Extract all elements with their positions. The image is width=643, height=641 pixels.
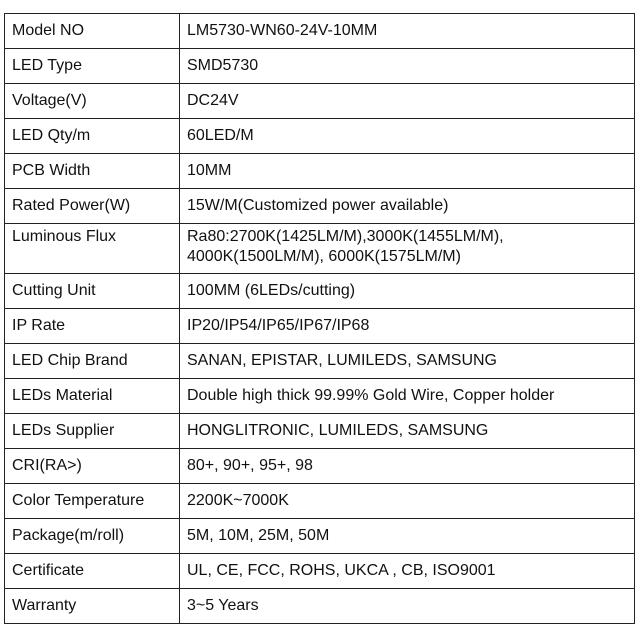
spec-value: [180, 84, 635, 119]
table-row: [5, 84, 635, 119]
spec-value-line: SANAN, EPISTAR, LUMILEDS, SAMSUNG: [187, 352, 497, 369]
spec-label: LED Chip Brand: [5, 344, 180, 379]
table-row: [5, 484, 635, 519]
table-row: [5, 274, 635, 309]
spec-table: [4, 13, 635, 624]
spec-label: PCB Width: [5, 154, 180, 189]
spec-value-line: Double high thick 99.99% Gold Wire, Copper holder: [187, 387, 555, 404]
spec-value: [180, 49, 635, 84]
spec-value: [180, 274, 635, 309]
spec-value: [180, 14, 635, 49]
table-row: [5, 309, 635, 344]
spec-value: [180, 379, 635, 414]
spec-label: Package(m/roll): [5, 519, 180, 554]
spec-label: LEDs Supplier: [5, 414, 180, 449]
spec-value: [180, 414, 635, 449]
spec-value-line: Ra80:2700K(1425LM/M),3000K(1455LM/M),: [187, 228, 504, 245]
spec-value: [180, 344, 635, 379]
spec-label: Voltage(V): [5, 84, 180, 119]
spec-value-line: 60LED/M: [187, 127, 254, 144]
spec-value-line: SMD5730: [187, 57, 259, 74]
table-row: [5, 589, 635, 624]
table-row: [5, 14, 635, 49]
spec-value: [180, 189, 635, 224]
spec-value: [180, 589, 635, 624]
spec-value-line: 10MM: [187, 162, 232, 179]
spec-label: LED Type: [5, 49, 180, 84]
spec-label: CRI(RA>): [5, 449, 180, 484]
spec-value-line: 100MM (6LEDs/cutting): [187, 282, 356, 299]
spec-value-line: IP20/IP54/IP65/IP67/IP68: [187, 317, 370, 334]
table-row: [5, 189, 635, 224]
spec-label: Color Temperature: [5, 484, 180, 519]
spec-value: [180, 224, 635, 274]
spec-value-line: 2200K~7000K: [187, 492, 289, 509]
spec-value: [180, 119, 635, 154]
spec-value: [180, 309, 635, 344]
spec-label: IP Rate: [5, 309, 180, 344]
spec-label: Luminous Flux: [5, 224, 180, 274]
spec-value-line: DC24V: [187, 92, 239, 109]
spec-value: [180, 449, 635, 484]
spec-value-line: UL, CE, FCC, ROHS, UKCA , CB, ISO9001: [187, 562, 496, 579]
spec-value-line: HONGLITRONIC, LUMILEDS, SAMSUNG: [187, 422, 489, 439]
spec-value-line: 80+, 90+, 95+, 98: [187, 457, 313, 474]
table-row: [5, 414, 635, 449]
spec-value-line: LM5730-WN60-24V-10MM: [187, 22, 378, 39]
spec-value-line: 5M, 10M, 25M, 50M: [187, 527, 330, 544]
spec-table-body: [5, 14, 635, 624]
spec-label: Model NO: [5, 14, 180, 49]
spec-label: Cutting Unit: [5, 274, 180, 309]
table-row: [5, 554, 635, 589]
table-row: [5, 49, 635, 84]
table-row: [5, 449, 635, 484]
spec-value-line: 4000K(1500LM/M), 6000K(1575LM/M): [187, 248, 461, 265]
spec-label: LEDs Material: [5, 379, 180, 414]
spec-label: Rated Power(W): [5, 189, 180, 224]
spec-value: [180, 554, 635, 589]
spec-label: Certificate: [5, 554, 180, 589]
spec-label: LED Qty/m: [5, 119, 180, 154]
table-row: [5, 519, 635, 554]
spec-value: [180, 484, 635, 519]
table-row: [5, 154, 635, 189]
spec-label: Warranty: [5, 589, 180, 624]
spec-value-line: 15W/M(Customized power available): [187, 197, 449, 214]
spec-value-line: 3~5 Years: [187, 597, 259, 614]
table-row: [5, 224, 635, 274]
spec-value: [180, 519, 635, 554]
table-row: [5, 379, 635, 414]
table-row: [5, 119, 635, 154]
spec-value: [180, 154, 635, 189]
table-row: [5, 344, 635, 379]
